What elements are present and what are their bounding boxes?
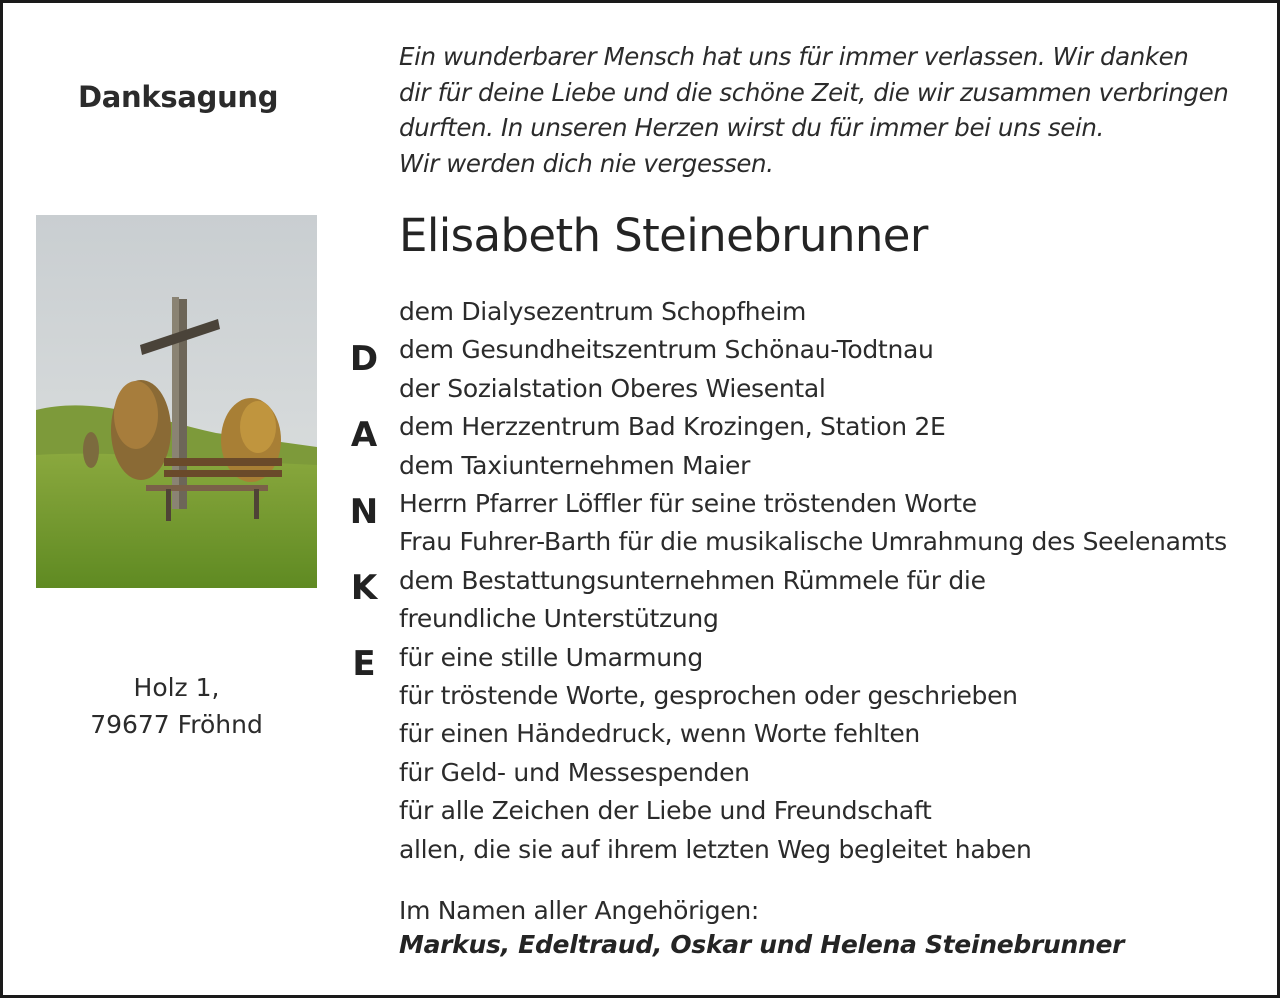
cross-bench-photo (36, 215, 317, 588)
heading: Danksagung (78, 80, 279, 114)
list-item: dem Gesundheitszentrum Schönau-Todtnau (399, 335, 934, 365)
list-item: dem Dialysezentrum Schopfheim (399, 297, 807, 326)
danke-letter: A (350, 415, 378, 455)
signature-names: Markus, Edeltraud, Oskar und Helena Steinebrunner (399, 930, 1125, 959)
list-item: allen, die sie auf ihrem letzten Weg begleitet haben (399, 834, 1032, 864)
intro-line: durften. In unseren Herzen wirst du für immer bei uns sein. (399, 113, 1104, 142)
list-item: für einen Händedruck, wenn Worte fehlten (399, 719, 920, 749)
list-item: für eine stille Umarmung (399, 642, 703, 672)
list-item: Frau Fuhrer-Barth für die musikalische Umrahmung des Seelenamts (399, 527, 1227, 557)
list-item: dem Herzzentrum Bad Krozingen, Station 2E (399, 412, 946, 442)
list-item: dem Taxiunternehmen Maier (399, 450, 751, 480)
danke-letter: K (350, 568, 378, 608)
deceased-name: Elisabeth Steinebrunner (399, 209, 928, 262)
list-item: Herrn Pfarrer Löffler für seine tröstenden Worte (399, 489, 977, 519)
address-city: 79677 Fröhnd (90, 710, 263, 739)
list-item: für Geld- und Messespenden (399, 757, 750, 787)
intro-line: Wir werden dich nie vergessen. (399, 148, 774, 178)
danke-letter: N (349, 492, 379, 532)
address-street: Holz 1, (133, 673, 220, 702)
list-item: für tröstende Worte, gesprochen oder geschrieben (399, 681, 1018, 711)
signature-intro: Im Namen aller Angehörigen: (399, 896, 760, 925)
list-item: der Sozialstation Oberes Wiesental (399, 373, 826, 403)
danke-letter: E (352, 644, 376, 684)
intro-line: dir für deine Liebe und die schöne Zeit, die wir zusammen verbringen (399, 77, 1229, 107)
list-item: für alle Zeichen der Liebe und Freundschaft (399, 796, 932, 826)
intro-line: Ein wunderbarer Mensch hat uns für immer verlassen. Wir danken (399, 42, 1189, 71)
intro-text (399, 39, 1269, 181)
list-item: freundliche Unterstützung (399, 604, 719, 634)
thanks-list (399, 293, 1227, 869)
address (36, 669, 317, 743)
danke-letter: D (349, 339, 379, 379)
list-item: dem Bestattungsunternehmen Rümmele für die (399, 565, 986, 595)
